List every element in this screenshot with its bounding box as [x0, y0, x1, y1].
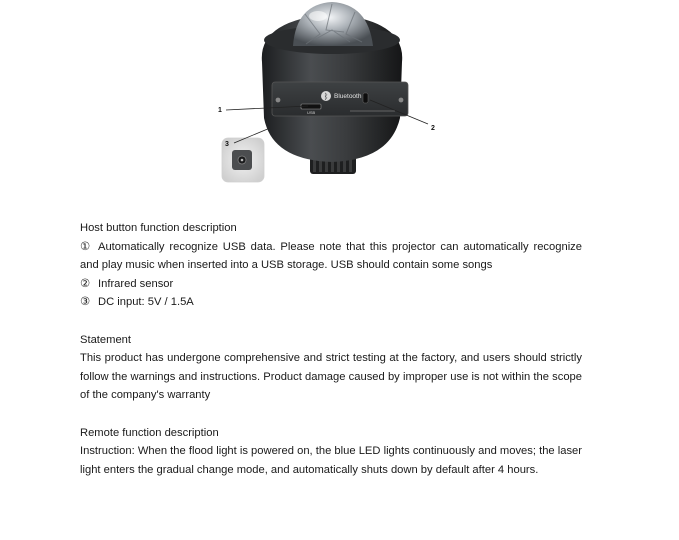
circled-number-3: ③ — [80, 296, 91, 309]
statement-body: This product has undergone comprehensive and strict testing at the factory, and users should strictly follow the warnings and instructions. Product damage caused by improper use is not within the scope of the company's warranty — [80, 352, 582, 402]
usb-port-label: USB — [307, 110, 316, 115]
remote-title: Remote function description — [80, 426, 219, 439]
host-item-2 — [80, 275, 582, 294]
crystal-ball-dome — [293, 2, 373, 46]
circled-number-1: ① — [80, 240, 91, 253]
remote-section — [80, 424, 582, 480]
infrared-sensor — [363, 93, 368, 103]
host-item-3-text: DC input: 5V / 1.5A — [98, 296, 194, 309]
spacer — [80, 405, 582, 424]
statement-title: Statement — [80, 333, 131, 346]
host-item-3 — [80, 293, 582, 312]
remote-body: Instruction: When the flood light is powered on, the blue LED lights continuously and moves; the laser light enters the gradual change mode, and automatically shuts down by default after 4 hours. — [80, 445, 582, 476]
circled-number-2: ② — [80, 277, 91, 290]
statement-section — [80, 331, 582, 405]
callout-2: 2 — [431, 125, 435, 132]
host-item-1-text: Automatically recognize USB data. Please note that this projector can automatically recognize and play music when inserted into a USB storage. USB should contain some songs — [80, 240, 582, 272]
callout-3: 3 — [225, 141, 229, 148]
svg-text:ᛒ: ᛒ — [323, 92, 329, 102]
product-image — [210, 0, 450, 190]
bluetooth-label: Bluetooth — [334, 93, 362, 100]
host-item-1 — [80, 238, 582, 275]
spacer — [80, 312, 582, 331]
callout-1: 1 — [218, 107, 222, 114]
host-section — [80, 219, 582, 312]
control-panel — [272, 82, 408, 116]
document-body — [80, 219, 582, 479]
host-section-title: Host button function description — [80, 222, 237, 234]
host-item-2-text: Infrared sensor — [98, 277, 174, 290]
